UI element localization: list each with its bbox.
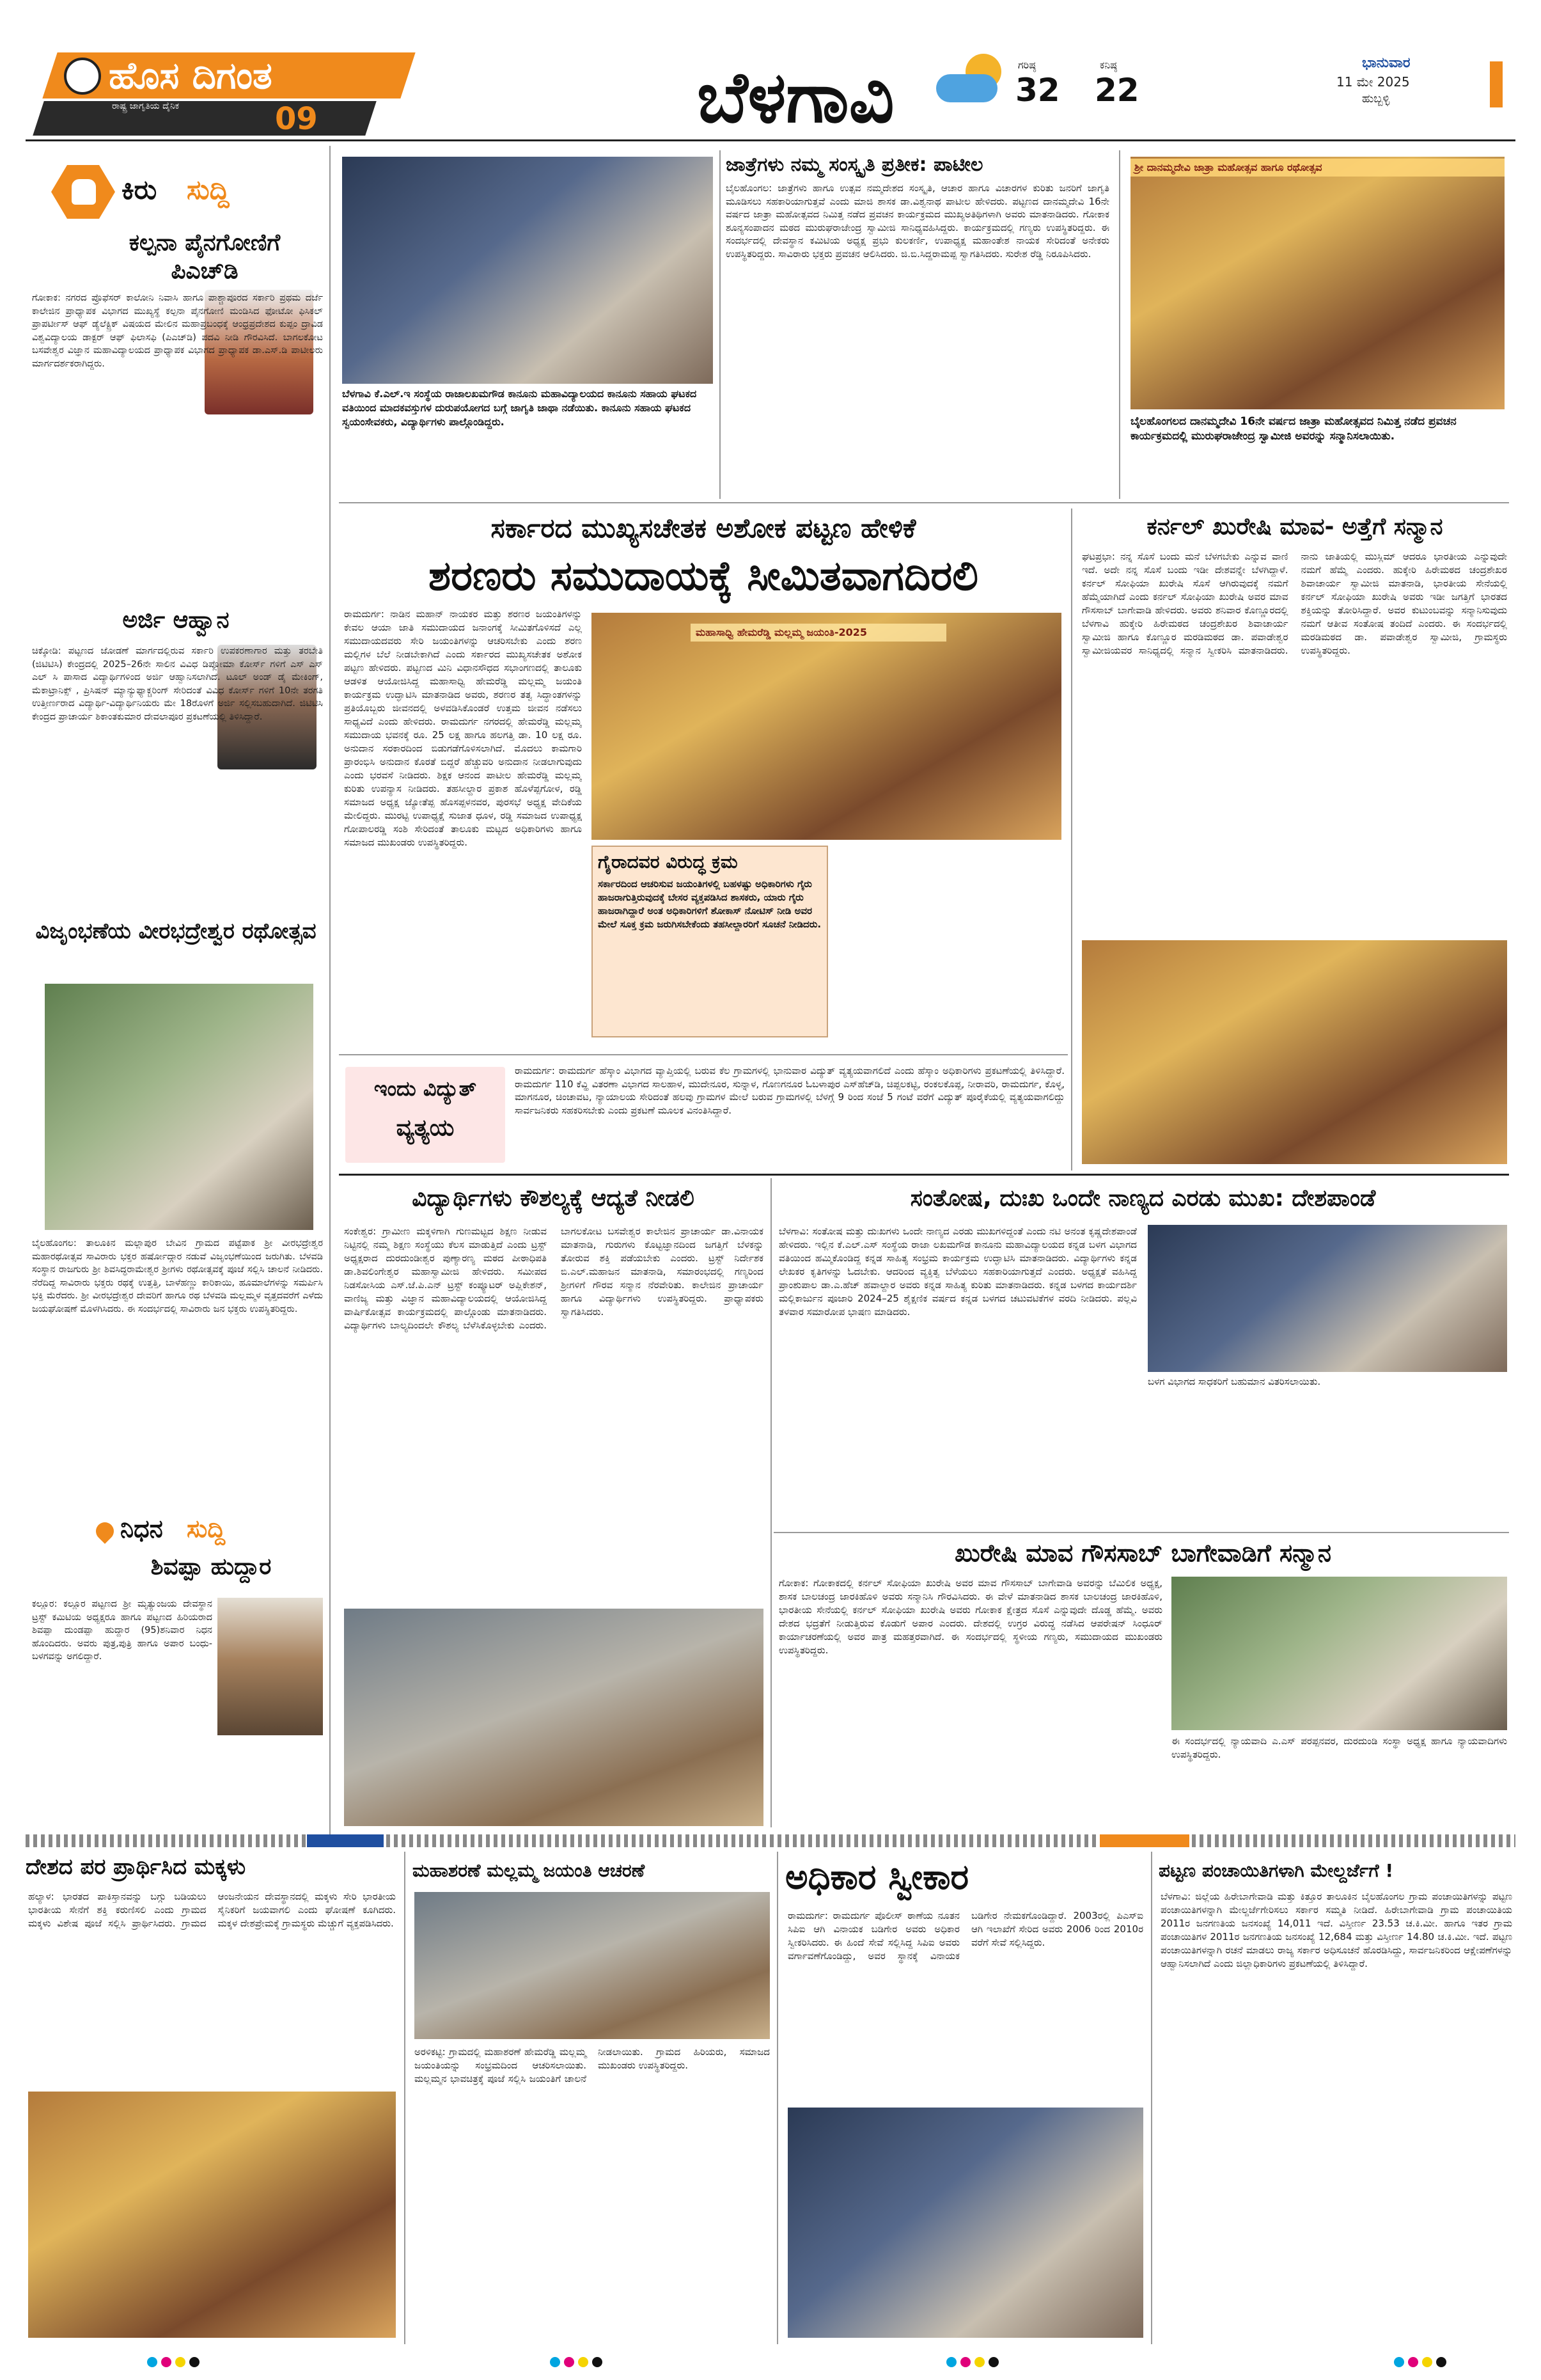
skills-divider — [770, 1178, 772, 1827]
registration-marks-center-right — [946, 2357, 1010, 2370]
khureshi2-headline: ಖುರೇಷಿ ಮಾವ ಗೌಸಸಾಬ್ ಬಾಗೇವಾಡಿಗೆ ಸನ್ಮಾನ — [955, 1539, 1331, 1567]
bottom-col1-photo — [28, 2092, 396, 2338]
top-photo-rally — [342, 157, 713, 384]
registration-marks-center-left — [550, 2357, 614, 2370]
story3-body: ಬೈಲಹೊಂಗಲ: ತಾಲೂಕಿನ ಮಲ್ಲಾಪುರ ಬೇವಿನ ಗ್ರಾಮದ ಪಟ್ಟೆಪಾಕ ಶ್ರೀ ವೀರಭದ್ರೇಶ್ವರ ಮಹಾರಥೋತ್ಸವ ಸಾವಿರಾರು ಭಕ್ತರ ಹರ್ಷೋದ್ಗಾರ ನಡುವೆ ವಿಜೃಂಭಣೆಯಿಂದ ಜರುಗಿತು. ಬೆಳವಡಿ ಸಂಸ್ಥಾನ ರಾಜಗುರು ಶ್ರೀ ಶಿವಸಿದ್ಧರಾಮೇಶ್ವರ ಶ್ರೀಗಳು ರಥೋತ್ಸವಕ್ಕೆ ಪೂಜೆ ಸಲ್ಲಿಸಿ ಚಾಲನೆ ನೀಡಿದರು. ನೆರೆದಿದ್ದ ಸಾವಿರಾರು ಭಕ್ತರು ರಥಕ್ಕೆ ಉತ್ತತ್ತಿ, ಬಾಳೆಹಣ್ಣು ಕಾರಿಕಾಯಿ, ಹೂಮಾಲೆಗಳನ್ನು ಸಮರ್ಪಿಸಿ ಭಕ್ತಿ ಮೆರೆದರು. ಶ್ರೀ ವೀರಭದ್ರೇಶ್ವರ ದೇವರಿಗೆ ಹಾಗೂ ರಥ ಬೆಳವಡಿ ಮಲ್ಲಮ್ಮಳ ವೃತ್ತದವರೆಗೆ ಎಳೆದು ಜಯಘೋಷಣೆ ಮೊಳಗಿಸಿದರು. ಈ ಸಂದರ್ಭದಲ್ಲಿ ಸಾವಿರಾರು ಜನ ಭಕ್ತರು ಉಪಸ್ಥಿತರಿದ್ದರು. — [32, 1238, 323, 1314]
lead-sidebox-title: ಗೈರಾದವರ ವಿರುದ್ಧ ಕ್ರಮ — [598, 851, 738, 872]
edition-title: ಬೆಳಗಾವಿ — [697, 56, 895, 138]
top-row-divider — [339, 502, 1509, 503]
temp-max-value: 32 — [1015, 72, 1060, 109]
skills-body: ಸಂಕೇಶ್ವರ: ಗ್ರಾಮೀಣ ಮಕ್ಕಳಿಗಾಗಿ ಗುಣಮಟ್ಟದ ಶಿಕ್ಷಣ ನೀಡುವ ನಿಟ್ಟಿನಲ್ಲಿ ನಮ್ಮ ಶಿಕ್ಷಣ ಸಂಸ್ಥೆಯು ಕೆಲಸ ಮಾಡುತ್ತಿದೆ ಎಂದು ಟ್ರಸ್ಟ್ ಅಧ್ಯಕ್ಷರಾದ ದುರದುಂಡೀಶ್ವರ ಪುಣ್ಯಾರಣ್ಯ ಮಠದ ಪೀಠಾಧಿಪತಿ ಡಾ.ಶಿವಲಿಂಗೇಶ್ವರ ಮಹಾಸ್ವಾಮೀಜಿ ಹೇಳಿದರು. ಸಮೀಪದ ನಿಡಸೋಸಿಯ ಎಸ್.ಜೆ.ಪಿ.ಎನ್ ಟ್ರಸ್ಟ್ ಕಂಪ್ಯೂಟರ್ ಅಪ್ಲಿಕೇಶನ್, ವಾಣಿಜ್ಯ ಮತ್ತು ವಿಜ್ಞಾನ ಮಹಾವಿದ್ಯಾಲಯದಲ್ಲಿ ಆಯೋಜಿಸಿದ್ದ ವಾರ್ಷಿಕೋತ್ಸವ ಕಾರ್ಯಕ್ರಮದಲ್ಲಿ ಪಾಲ್ಗೊಂಡು ಮಾತನಾಡಿದರು. ವಿದ್ಯಾರ್ಥಿಗಳು ಬಾಲ್ಯದಿಂದಲೇ ಕೌಶಲ್ಯ ಬೆಳೆಸಿಕೊಳ್ಳಬೇಕು ಎಂದರು. ಬಾಗಲಕೋಟ ಬಸವೇಶ್ವರ ಕಾಲೇಜಿನ ಪ್ರಾಚಾರ್ಯ ಡಾ.ವಿನಾಯಕ ಮಾತನಾಡಿ, ಗುರುಗಳು ಕೊಟ್ಟಜ್ಞಾನದಿಂದ ಜಗತ್ತಿಗೆ ಬೆಳಕನ್ನು ತೋರುವ ಶಕ್ತಿ ಪಡೆಯಬೇಕು ಎಂದರು. ಟ್ರಸ್ಟ್ ನಿರ್ದೇಶಕ ಬಿ.ಎಲ್.ಮಹಾಜನ ಮಾತನಾಡಿ, ಸಮಾರಂಭದಲ್ಲಿ ಗಣ್ಯರಿಂದ ಶ್ರೀಗಳಿಗೆ ಗೌರವ ಸನ್ಮಾನ ನೆರವೇರಿತು. ಕಾಲೇಜಿನ ಪ್ರಾಚಾರ್ಯ ಹಾಗೂ ವಿದ್ಯಾರ್ಥಿಗಳು ಉಪಸ್ಥಿತರಿದ್ದರು. ಪ್ರಾಧ್ಯಾಪಕರು ಸ್ವಾಗತಿಸಿದರು. — [344, 1225, 763, 1331]
santosha-bottom-divider — [774, 1532, 1509, 1533]
page-number: 09 — [275, 101, 318, 137]
top-mid-headline: ಜಾತ್ರೆಗಳು ನಮ್ಮ ಸಂಸ್ಕೃತಿ ಪ್ರತೀಕ: ಪಾಟೀಲ — [726, 154, 983, 176]
karnal-headline: ಕರ್ನಲ್ ಖುರೇಷಿ ಮಾವ- ಅತ್ತೆಗೆ ಸನ್ಮಾನ — [1146, 514, 1443, 540]
skills-headline: ವಿದ್ಯಾರ್ಥಿಗಳು ಕೌಶಲ್ಯಕ್ಕೆ ಆದ್ಯತೆ ನೀಡಲಿ — [412, 1185, 694, 1211]
story3-headline: ವಿಜೃಂಭಣೆಯ ವೀರಭದ್ರೇಶ್ವರ ರಥೋತ್ಸವ — [35, 918, 317, 944]
registration-marks-right — [1394, 2357, 1458, 2370]
paper-name: ಹೊಸ ದಿಗಂತ — [109, 54, 272, 97]
santosha-caption: ಬಳಗ ವಿಭಾಗದ ಸಾಧಕರಿಗೆ ಬಹುಮಾನ ವಿತರಿಸಲಾಯಿತು. — [1148, 1376, 1321, 1387]
date-day: ಭಾನುವಾರ — [1362, 55, 1411, 71]
bottom-col3-photo — [788, 2108, 1143, 2338]
date-city: ಹುಬ್ಬಳ್ಳಿ — [1362, 92, 1390, 106]
power-body: ರಾಮದುರ್ಗ: ರಾಮದುರ್ಗ ಹೆಸ್ಕಾಂ ವಿಭಾಗದ ವ್ಯಾಪ್ತಿಯಲ್ಲಿ ಬರುವ ಕೆಲ ಗ್ರಾಮಗಳಲ್ಲಿ ಭಾನುವಾರ ವಿದ್ಯುತ್ ವ್ಯತ್ಯಯವಾಗಲಿದೆ ಎಂದು ಹೆಸ್ಕಾಂ ಅಧಿಕಾರಿಗಳು ಪ್ರಕಟಣೆಯಲ್ಲಿ ತಿಳಿಸಿದ್ದಾರೆ. ರಾಮದುರ್ಗ 110 ಕೆವ್ಹಿ ವಿತರಣಾ ವಿಭಾಗದ ಸಾಲಹಾಳ, ಮುದೇನೂರ, ಸುನ್ನಾಳ, ಗೊಣಗನೂರ ಓಬಳಾಪುರ ಎಸ್‌ಹೆಚ್‌ಡಿ, ಚಿಪ್ಪಲಕಟ್ಟಿ, ರಂಕಲಕೊಪ್ಪ, ನೀರಾವರಿ, ರಾಮದುರ್ಗ, ಕೊಳ್ಳ, ಮಾಗನೂರ, ಚಿಂಚಾವಟ, ನ್ಯಾಯಾಲಯ ಸೇರಿದಂತೆ ಹಲವು ಗ್ರಾಮಗಳ ಮೇಲೆ ಬರುವ ಗ್ರಾಮಗಳಲ್ಲಿ ಬೆಳಗ್ಗೆ 9 ರಿಂದ ಸಂಜೆ 5 ಗಂಟೆ ವರೆಗೆ ವಿದ್ಯುತ್ ಪೂರೈಕೆಯಲ್ಲಿ ವ್ಯತ್ಯಯವಾಗಲಿದ್ದು ಸಾರ್ವಜನಿಕರು ಸಹಕರಿಸಬೇಕು ಎಂದು ಪ್ರಕಟಣೆ ಮೂಲಕ ವಿನಂತಿಸಿದ್ದಾರೆ. — [515, 1065, 1065, 1116]
masthead-logo-under — [33, 101, 377, 136]
nidhana-suddi-label: ಸುದ್ದಿ — [187, 1515, 226, 1543]
story1-headline: ಕಲ್ಪನಾ ಪೈನಗೋಣಿಗೆ ಪಿಎಚ್‌ಡಿ — [129, 230, 281, 284]
masthead — [0, 0, 1541, 144]
hand-icon — [72, 179, 96, 205]
lead-body-col1: ರಾಮದುರ್ಗ: ನಾಡಿನ ಮಹಾನ್ ನಾಯಕರ ಮತ್ತು ಶರಣರ ಜಯಂತಿಗಳನ್ನು ಕೇವಲ ಆಯಾ ಜಾತಿ ಸಮುದಾಯದ ಜನಾಂಗಕ್ಕೆ ಸೀಮಿತಗೊಳಿಸದೆ ಎಲ್ಲ ಸಮುದಾಯದವರು ಸೇರಿ ಜಯಂತಿಗಳನ್ನು ಆಚರಿಸಬೇಕು ಎಂದು ಶರಣ ಮಲ್ಲಿಗಳ ಬೆಲೆ ನೀಡಬೇಕಾಗಿದೆ ಎಂದು ಸರ್ಕಾರದ ಮುಖ್ಯಸಚೇತಕ ಅಶೋಕ ಪಟ್ಟಣ ಹೇಳಿದರು. ಪಟ್ಟಣದ ಮಿನಿ ವಿಧಾನಸೌಧದ ಸಭಾಂಗಣದಲ್ಲಿ ತಾಲೂಕು ಆಡಳಿತ ಆಯೋಜಿಸಿದ್ದ ಮಹಾಸಾಧ್ವಿ ಹೇಮರೆಡ್ಡಿ ಮಲ್ಲಮ್ಮ ಜಯಂತಿ ಕಾರ್ಯಕ್ರಮ ಉದ್ಘಾಟಿಸಿ ಮಾತನಾಡಿದ ಅವರು, ಶರಣರ ತತ್ವ ಸಿದ್ಧಾಂತಗಳನ್ನು ಪ್ರತಿಯೊಬ್ಬರು ಜೀವನದಲ್ಲಿ ಅಳವಡಿಸಿಕೊಂಡರೆ ಉತ್ತಮ ಜೀವನ ನಡೆಸಲು ಸಾಧ್ಯವಿದೆ ಎಂದು ಹೇಳಿದರು. ರಾಮದುರ್ಗ ನಗರದಲ್ಲಿ ಹೇಮರೆಡ್ಡಿ ಮಲ್ಲಮ್ಮ ಸಮುದಾಯ ಭವನಕ್ಕೆ ರೂ. 25 ಲಕ್ಷ ಹಾಗೂ ಹಲಗತ್ತಿ ಡಾ. 10 ಲಕ್ಷ ರೂ. ಅನುದಾನ ಸರಕಾರದಿಂದ ಬಿಡುಗಡೆಗೊಳಿಸಲಾಗಿದೆ. ಮೊದಲು ಕಾಮಗಾರಿ ಪ್ರಾರಂಭಿಸಿ ಅನುದಾನ ಕೊರತೆ ಬಿದ್ದರೆ ಹೆಚ್ಚುವರಿ ಅನುದಾನ ನೀಡಲಾಗುವುದು ಎಂದು ಭರವಸೆ ನೀಡಿದರು. ಶಿಕ್ಷಕ ಆನಂದ ಪಾಟೀಲ ಹೇಮರೆಡ್ಡಿ ಮಲ್ಲಮ್ಮ ಕುರಿತು ಉಪನ್ಯಾಸ ನೀಡಿದರು. ತಹಸೀಲ್ದಾರ ಪ್ರಕಾಶ ಹೊಳೆಪ್ಪಗೋಳ, ರಡ್ಡಿ ಸಮಾಜದ ಅಧ್ಯಕ್ಷ ಜ್ಯೋತೆಪ್ಪ ಹೊಸಪ್ಪಳನವರ, ಪುರಸಭೆ ಅಧ್ಯಕ್ಷ ವೇದಿಕೆಯ ಮೇಲಿದ್ದರು. ಮುರಟ್ಟಿ ಉಪಾಧ್ಯಕ್ಷೆ ಸುಜಾತ ಧೂಳ, ರಡ್ಡಿ ಸಮಾಜದ ಉಪಾಧ್ಯಕ್ಷ ಗೋಪಾಲರಡ್ಡಿ ಸಂಶಿ ಸೇರಿದಂತೆ ತಾಲೂಕು ಮಟ್ಟದ ಅಧಿಕಾರಿಗಳು ಹಾಗೂ ಸಮಾಜದ ಮುಖಂಡರು ಉಪಸ್ಥಿತರಿದ್ದರು. — [344, 608, 582, 848]
karnal-body: ಘಟಪ್ರಭಾ: ನನ್ನ ಸೊಸೆ ಬಂದು ಮನೆ ಬೆಳಗಬೇಕು ಎನ್ನುವ ವಾಣಿ ಇದೆ. ಅದೇ ನನ್ನ ಸೊಸೆ ಬಂದು ಇಡೀ ದೇಶವನ್ನೇ ಬೆಳಗಿದ್ದಾಳೆ. ಕರ್ನಲ್ ಸೋಫಿಯಾ ಖುರೇಷಿ ಸೊಸೆ ಆಗಿರುವುದಕ್ಕೆ ನಮಗೆ ಹೆಮ್ಮೆಯಾಗಿದೆ ಎಂದು ಕರ್ನಲ್ ಸೋಫಿಯಾ ಖುರೇಷಿ ಅವರ ಮಾವ ಗೌಸಸಾಬ್ ಬಾಗೇವಾಡಿ ಹೇಳಿದರು. ಅವರು ಶನಿವಾರ ಕೊಣ್ಣೂರದಲ್ಲಿ ಬೆಳಗಾವಿ ಹುಕ್ಕೇರಿ ಹಿರೇಮಠದ ಚಂದ್ರಶೇಖರ ಶಿವಾಚಾರ್ಯ ಸ್ವಾಮೀಜಿ ಹಾಗೂ ಕೊಣ್ಣೂರ ಮರಡಿಮಠದ ಡಾ. ಪವಾಡೇಶ್ವರ ಸ್ವಾಮೀಜಿಯವರ ಸಾನಿಧ್ಯದಲ್ಲಿ ಸನ್ಮಾನ ಸ್ವೀಕರಿಸಿ ಮಾತನಾಡಿದರು. ನಾನು ಜಾತಿಯಲ್ಲಿ ಮುಸ್ಲಿಮ್ ಆದರೂ ಭಾರತೀಯ ಎನ್ನುವುದೇ ನಮಗೆ ಹೆಮ್ಮೆ ಎಂದರು. ಹುಕ್ಕೇರಿ ಹಿರೇಮಠದ ಚಂದ್ರಶೇಖರ ಶಿವಾಚಾರ್ಯ ಸ್ವಾಮೀಜಿ ಮಾತನಾಡಿ, ಭಾರತೀಯ ಸೇನೆಯಲ್ಲಿ ಕರ್ನಲ್ ಸೋಫಿಯಾ ಖುರೇಷಿ ಅವರು ಇಡೀ ಜಗತ್ತಿಗೆ ಭಾರತದ ಶಕ್ತಿಯನ್ನು ತೋರಿಸಿದ್ದಾರೆ. ಅವರ ಕುಟುಂಬವನ್ನು ಸನ್ಮಾನಿಸುವುದು ನಮಗೆ ಆತೀವ ಸಂತೋಷ ತಂದಿದೆ ಎಂದರು. ಈ ಸಂದರ್ಭದಲ್ಲಿ ಮರಡಿಮಠದ ಡಾ. ಪವಾಡೇಶ್ವರ ಸ್ವಾಮೀಜಿ, ಗ್ರಾಮಸ್ಥರು ಉಪಸ್ಥಿತರಿದ್ದರು. — [1082, 551, 1507, 656]
lead-photo — [591, 613, 1061, 840]
weather-icon — [934, 51, 1010, 109]
story2-headline: ಅರ್ಜಿ ಆಹ್ವಾನ — [122, 607, 230, 633]
temp-max-label: ಗರಿಷ್ಠ — [1018, 59, 1036, 71]
sidebar-kiru-suddi — [26, 146, 326, 1828]
top-photo-ceremony-banner: ಶ್ರೀ ದಾನಮ್ಮದೇವಿ ಜಾತ್ರಾ ಮಹೋತ್ಸವ ಹಾಗೂ ರಥೋತ್ಸವ — [1130, 159, 1505, 177]
logo-emblem-icon — [64, 58, 101, 95]
lead-photo-banner: ಮಹಾಸಾಧ್ವಿ ಹೇಮರೆಡ್ಡಿ ಮಲ್ಲಮ್ಮ ಜಯಂತಿ-2025 — [691, 624, 946, 642]
suddi-label: ಸುದ್ದಿ — [187, 174, 230, 205]
section-separator — [26, 1834, 1515, 1847]
power-top-divider — [339, 1054, 1068, 1055]
santosha-headline: ಸಂತೋಷ, ದುಃಖ ಒಂದೇ ನಾಣ್ಯದ ಎರಡು ಮುಖ: ದೇಶಪಾಂಡೆ — [910, 1185, 1376, 1211]
bottom-col2-headline: ಮಹಾಶರಣೆ ಮಲ್ಲಮ್ಮ ಜಯಂತಿ ಆಚರಣೆ — [412, 1860, 645, 1881]
story3-photo — [45, 984, 313, 1230]
lead-kicker: ಸರ್ಕಾರದ ಮುಖ್ಯಸಚೇತಕ ಅಶೋಕ ಪಟ್ಟಣ ಹೇಳಿಕೆ — [490, 512, 916, 544]
power-label-bottom: ವ್ಯತ್ಯಯ — [396, 1115, 455, 1141]
bottom-col4-headline: ಪಟ್ಟಣ ಪಂಚಾಯಿತಿಗಳಾಗಿ ಮೇಲ್ದರ್ಜೆಗೆ ! — [1159, 1860, 1394, 1881]
nidhana-label: ನಿಧನ — [120, 1515, 163, 1543]
bottom-divider-1 — [404, 1852, 405, 2344]
date-band — [997, 61, 1509, 106]
date-value: 11 ಮೇ 2025 — [1336, 74, 1410, 90]
karnal-photo — [1082, 940, 1507, 1164]
sidebar-divider — [329, 146, 331, 1834]
temp-min-label: ಕನಿಷ್ಠ — [1100, 59, 1117, 71]
khureshi2-caption: ಈ ಸಂದರ್ಭದಲ್ಲಿ ನ್ಯಾಯವಾದಿ ಎ.ಎಸ್ ಪರಪ್ಪನವರ, ದುರದುಂಡಿ ಸಂಸ್ಥಾ ಅಧ್ಯಕ್ಷ ಹಾಗೂ ನ್ಯಾಯವಾದಿಗಳು ಉಪಸ್ಥಿತರಿದ್ದರು. — [1171, 1735, 1507, 1760]
santosha-photo — [1148, 1225, 1507, 1372]
bottom-col4-body: ಬೆಳಗಾವಿ: ಜಿಲ್ಲೆಯ ಹಿರೇಬಾಗೇವಾಡಿ ಮತ್ತು ಕಿತ್ತೂರ ತಾಲೂಕಿನ ಬೈಲಹೊಂಗಲ ಗ್ರಾಮ ಪಂಚಾಯಿತಿಗಳನ್ನು ಪಟ್ಟಣ ಪಂಚಾಯಿತಿಗಳನ್ನಾಗಿ ಮೇಲ್ದರ್ಜೆಗೇರಿಸಲು ಸರ್ಕಾರ ಸಮ್ಮತಿ ನೀಡಿದೆ. ಹಿರೇಬಾಗೇವಾಡಿ ಗ್ರಾಮ ಪಂಚಾಯಿತಿಯ 2011ರ ಜನಗಣತಿಯ ಜನಸಂಖ್ಯೆ 14,011 ಇದೆ. ವಿಸ್ತೀರ್ಣ 23.53 ಚ.ಕಿ.ಮೀ. ಹಾಗೂ ಇತರ ಗ್ರಾಮ ಪಂಚಾಯಿತಿಗಳ 2011ರ ಜನಗಣತಿಯ ಜನಸಂಖ್ಯೆ 12,684 ಮತ್ತು ವಿಸ್ತೀರ್ಣ 14.80 ಚ.ಕಿ.ಮೀ. ಇದೆ. ಪಟ್ಟಣ ಪಂಚಾಯಿತಿಗಳನ್ನಾಗಿ ರಚನೆ ಮಾಡಲು ರಾಜ್ಯ ಸರ್ಕಾರ ಅಧಿಸೂಚನೆ ಹೊರಡಿಸಿದ್ದು, ಸಾರ್ವಜನಿಕರಿಂದ ಆಕ್ಷೇಪಣೆಗಳನ್ನು ಆಹ್ವಾನಿಸಲಾಗಿದೆ ಎಂದು ಜಿಲ್ಲಾಧಿಕಾರಿಗಳು ಪ್ರಕಟಣೆಯಲ್ಲಿ ತಿಳಿಸಿದ್ದಾರೆ. — [1161, 1891, 1512, 1969]
top-col-divider-2 — [1119, 150, 1120, 499]
bottom-divider-2 — [777, 1852, 778, 2344]
mid-row-divider — [339, 1174, 1509, 1176]
top-photo-ceremony-caption: ಬೈಲಹೊಂಗಲದ ದಾನಮ್ಮದೇವಿ 16ನೇ ವರ್ಷದ ಜಾತ್ರಾ ಮಹೋತ್ಸವದ ನಿಮಿತ್ತ ನಡೆದ ಪ್ರವಚನ ಕಾರ್ಯಕ್ರಮದಲ್ಲಿ ಮುರುಘರಾಜೇಂದ್ರ ಸ್ವಾಮೀಜಿ ಅವರನ್ನು ಸನ್ಮಾನಿಸಲಾಯಿತು. — [1130, 415, 1457, 443]
top-photo-ceremony — [1130, 157, 1505, 409]
registration-marks-left — [147, 2357, 211, 2370]
bottom-col2-body: ಅರಳಿಕಟ್ಟಿ: ಗ್ರಾಮದಲ್ಲಿ ಮಹಾಶರಣೆ ಹೇಮರೆಡ್ಡಿ ಮಲ್ಲಮ್ಮ ಜಯಂತಿಯನ್ನು ಸಂಭ್ರಮದಿಂದ ಆಚರಿಸಲಾಯಿತು. ಮಲ್ಲಮ್ಮನ ಭಾವಚಿತ್ರಕ್ಕೆ ಪೂಜೆ ಸಲ್ಲಿಸಿ ಜಯಂತಿಗೆ ಚಾಲನೆ ನೀಡಲಾಯಿತು. ಗ್ರಾಮದ ಹಿರಿಯರು, ಸಮಾಜದ ಮುಖಂಡರು ಉಪಸ್ಥಿತರಿದ್ದರು. — [414, 2046, 770, 2084]
santosha-body: ಬೆಳಗಾವಿ: ಸಂತೋಷ ಮತ್ತು ದುಃಖಗಳು ಒಂದೇ ನಾಣ್ಯದ ಎರಡು ಮುಖಗಳಿದ್ದಂತೆ ಎಂದು ನಟಿ ಅನಂತ ಕೃಷ್ಣದೇಶಪಾಂಡೆ ಹೇಳಿದರು. ಇಲ್ಲಿನ ಕೆ.ಎಲ್.ಎಸ್ ಸಂಸ್ಥೆಯ ರಾಜಾ ಲಖಮಗೌಡ ಕಾನೂನು ಮಹಾವಿದ್ಯಾಲಯದ ಕನ್ನಡ ಬಳಗ ವಿಭಾಗದ ವತಿಯಿಂದ ಹಮ್ಮಿಕೊಂಡಿದ್ದ ಕನ್ನಡ ಸಾಹಿತ್ಯ ಸಂಭ್ರಮ ಕಾರ್ಯಕ್ರಮ ಉದ್ಘಾಟಿಸಿ ಮಾತನಾಡಿದರು. ವಿದ್ಯಾರ್ಥಿಗಳು ಕನ್ನಡ ಲೇಖಕರ ಕೃತಿಗಳನ್ನು ಓದಬೇಕು. ಆದರಿಂದ ವ್ಯಕ್ತಿತ್ವ ಬೆಳೆಯಲು ಸಹಕಾರಿಯಾಗುತ್ತದೆ ಎಂದರು. ಅಧ್ಯಕ್ಷತೆ ವಹಿಸಿದ್ದ ಪ್ರಾಂಶುಪಾಲ ಡಾ.ಎ.ಹೆಚ್ ಹವಾಲ್ದಾರ ಅವರು ಕನ್ನಡ ಸಾಹಿತ್ಯ ಕುರಿತು ಮಾತನಾಡಿದರು. ಕನ್ನಡ ಬಳಗದ ಕಾರ್ಯದರ್ಶಿ ಮಲ್ಲಿಕಾರ್ಜುನ ಪೂಜಾರಿ 2024–25 ಶೈಕ್ಷಣಿಕ ವರ್ಷದ ಕನ್ನಡ ಬಳಗದ ಚಟುವಟಿಕೆಗಳ ವರದಿ ನೀಡಿದರು. ಪಲ್ಲವಿ ತಳವಾರ ಸಮಾರೋಪ ಭಾಷಣ ಮಾಡಿದರು. — [779, 1225, 1137, 1318]
masthead-accent-bar — [1490, 61, 1503, 107]
khureshi2-body: ಗೋಕಾಕ: ಗೋಕಾಕದಲ್ಲಿ ಕರ್ನಲ್ ಸೋಫಿಯಾ ಖುರೇಷಿ ಅವರ ಮಾವ ಗೌಸಸಾಬ್ ಬಾಗೇವಾಡಿ ಅವರನ್ನು ಬೆಮಿಲಿಕ ಅಧ್ಯಕ್ಷ, ಶಾಸಕ ಬಾಲಚಂದ್ರ ಜಾರಕಿಹೊಳಿ ಅವರು ಸನ್ಮಾನಿಸಿ ಗೌರವಿಸಿದರು. ಈ ವೇಳೆ ಮಾತನಾಡಿದ ಶಾಸಕ ಬಾಲಚಂದ್ರ ಜಾರಕಿಹೊಳಿ, ಭಾರತೀಯ ಸೇನೆಯಲ್ಲಿ ಕರ್ನಲ್ ಸೋಫಿಯಾ ಖುರೇಷಿ ಅವರು ಗೋಕಾಕ ಕ್ಷೇತ್ರದ ಸೊಸೆ ಎನ್ನುವುದೇ ದೊಡ್ಡ ಹೆಮ್ಮೆ. ಅವರು ದೇಶದ ಭದ್ರತೆಗೆ ನೀಡುತ್ತಿರುವ ಕೊಡುಗೆ ಅಪಾರ ಎಂದರು. ದೇಶದಲ್ಲಿ ಉಗ್ರರ ವಿರುದ್ಧ ನಡೆಸಿದ ಆಪರೇಷನ್ ಸಿಂಧೂರ್ ಕಾರ್ಯಾಚರಣೆಯಲ್ಲಿ ಅವರ ಪಾತ್ರ ಮಹತ್ತರವಾಗಿದೆ. ಈ ಸಂದರ್ಭದಲ್ಲಿ ಸ್ಥಳೀಯ ಗಣ್ಯರು, ಸಮುದಾಯದ ಮುಖಂಡರು ಉಪಸ್ಥಿತರಿದ್ದರು. — [779, 1577, 1162, 1656]
top-mid-body: ಬೈಲಹೊಂಗಲ: ಜಾತ್ರೆಗಳು ಹಾಗೂ ಉತ್ಸವ ನಮ್ಮದೇಶದ ಸಂಸ್ಕೃತಿ, ಆಚಾರ ಹಾಗೂ ವಿಚಾರಗಳ ಕುರಿತು ಜನರಿಗೆ ಜಾಗೃತಿ ಮೂಡಿಸಲು ಸಹಕಾರಿಯಾಗುತ್ತವೆ ಎಂದು ಮಾಜಿ ಶಾಸಕ ಡಾ.ವಿಶ್ವನಾಥ ಪಾಟೀಲ ಹೇಳಿದರು. ಪಟ್ಟಣದ ದಾನಮ್ಮದೇವಿ 16ನೇ ವರ್ಷದ ಜಾತ್ರಾ ಮಹೋತ್ಸವದ ನಿಮಿತ್ತ ನಡೆದ ಪ್ರವಚನ ಕಾರ್ಯಕ್ರಮದ ಮುಖ್ಯಅತಿಥಿಗಳಾಗಿ ಅವರು ಮಾತನಾಡಿದರು. ಗೋಕಾಕ ಶೂನ್ಯಸಂಪಾದನ ಮಠದ ಮುರುಘರಾಜೇಂದ್ರ ಸ್ವಾಮೀಜಿ ಸಾನಿಧ್ಯವಹಿಸಿದ್ದರು. ಕಾರ್ಯಕ್ರಮದಲ್ಲಿ ಗಣ್ಯರು ಉಪಸ್ಥಿತರಿದ್ದರು. ಈ ಸಂದರ್ಭದಲ್ಲಿ ದೇವಸ್ಥಾನ ಕಮಿಟಿಯ ಅಧ್ಯಕ್ಷ ಪ್ರಭು ಕುಲಕರ್ಣಿ, ಉಪಾಧ್ಯಕ್ಷ ಮಹಾಂತೇಶ ನಾಯಕ ಸೇರಿದಂತೆ ಅನೇಕರು ಉಪಸ್ಥಿತರಿದ್ದರು. ಸಾವಿರಾರು ಭಕ್ತರು ಪ್ರವಚನ ಆಲಿಸಿದರು. ಜಿ.ಬಿ.ಸಿದ್ದರಾಮಪ್ಪ ಸ್ವಾಗತಿಸಿದರು. ಸುರೇಶ ರೆಡ್ಡಿ ನಿರೂಪಿಸಿದರು. — [726, 182, 1109, 260]
obituary-name: ಶಿವಪ್ಪಾ ಹುದ್ದಾರ — [150, 1554, 272, 1580]
lead-headline: ಶರಣರು ಸಮುದಾಯಕ್ಕೆ ಸೀಮಿತವಾಗದಿರಲಿ — [428, 553, 978, 600]
separator-accent-orange — [1100, 1834, 1189, 1847]
bottom-col3-headline: ಅಧಿಕಾರ ಸ್ವೀಕಾರ — [785, 1857, 969, 1897]
lead-right-divider — [1071, 508, 1072, 1170]
bottom-col3-body: ರಾಮದುರ್ಗ: ರಾಮದುರ್ಗ ಪೊಲೀಸ್ ಠಾಣೆಯ ನೂತನ ಸಿಪಿಐ ಆಗಿ ವಿನಾಯಕ ಬಡಿಗೇರ ಅವರು ಅಧಿಕಾರ ಸ್ವೀಕರಿಸಿದರು. ಈ ಹಿಂದೆ ಸೇವೆ ಸಲ್ಲಿಸಿದ್ದ ಸಿಪಿಐ ಅವರು ವರ್ಗಾವಣೆಗೊಂಡಿದ್ದು, ಅವರ ಸ್ಥಾನಕ್ಕೆ ವಿನಾಯಕ ಬಡಿಗೇರ ನೇಮಕಗೊಂಡಿದ್ದಾರೆ. 2003ರಲ್ಲಿ ಪಿಎಸ್ಐ ಆಗಿ ಇಲಾಖೆಗೆ ಸೇರಿದ ಅವರು 2006 ರಿಂದ 2010ರ ವರೆಗೆ ಸೇವೆ ಸಲ್ಲಿಸಿದ್ದರು. — [788, 1910, 1143, 1962]
kiru-label: ಕಿರು — [121, 174, 157, 205]
story1-body: ಗೋಕಾಕ: ನಗರದ ಪ್ರೊಫೆಸರ್ ಕಾಲೋನಿ ನಿವಾಸಿ ಹಾಗೂ ಪಾಶ್ಚಾಪೂರದ ಸರ್ಕಾರಿ ಪ್ರಥಮ ದರ್ಜೆ ಕಾಲೇಜಿನ ಪ್ರಾಧ್ಯಾಪಕ ವಿಭಾಗದ ಮುಖ್ಯಸ್ಥೆ ಕಲ್ಪನಾ ಪೈನಗೋಣಿ ಮಂಡಿಸಿದ ಫೋಟೋ ಫಿಸಿಕಲ್ ಪ್ರಾಪರ್ಟೀಸ್ ಆಫ್ ಡ್ಯೆಲೆಕ್ಟ್ರಿಕ್ ವಿಷಯದ ಮೇಲಿನ ಮಹಾಪ್ರಬಂಧಕ್ಕೆ ಆಂಧ್ರಪ್ರದೇಶದ ಕುಪ್ಪಂ ದ್ರಾವಿಡ ವಿಶ್ವವಿದ್ಯಾಲಯ ಡಾಕ್ಟರ್ ಆಫ್ ಫಿಲಾಸಫಿ (ಪಿಎಚ್‌ಡಿ) ಪದವಿ ನೀಡಿ ಗೌರವಿಸಿದೆ. ಬಾಗಲಕೋಟ ಬಸವೇಶ್ವರ ವಿಜ್ಞಾನ ಮಹಾವಿದ್ಯಾಲಯದ ಪ್ರಾಧ್ಯಾಪಕ ವಿಭಾಗದ ಪ್ರಾಧ್ಯಾಪಕ ಡಾ.ಎಸ್.ಡಿ ಪಾಟೀಲರು ಮಾರ್ಗದರ್ಶಕರಾಗಿದ್ದರು. — [32, 293, 323, 369]
paper-tagline: ರಾಷ್ಟ್ರ ಜಾಗೃತಿಯ ದೈನಿಕ — [112, 101, 180, 111]
lead-body-col2 — [838, 846, 1061, 1050]
temp-min-value: 22 — [1095, 72, 1139, 109]
lead-sidebox-body: ಸರ್ಕಾರದಿಂದ ಆಚರಿಸುವ ಜಯಂತಿಗಳಲ್ಲಿ ಬಹಳಷ್ಟು ಅಧಿಕಾರಿಗಳು ಗೈರು ಹಾಜರಾಗುತ್ತಿರುವುದಕ್ಕೆ ಬೇಸರ ವ್ಯಕ್ತಪಡಿಸಿದ ಶಾಸಕರು, ಯಾರು ಗೈರು ಹಾಜರಾಗಿದ್ದಾರೆ ಅಂತ ಅಧಿಕಾರಿಗಳಿಗೆ ಶೋಕಾಸ್ ನೋಟಿಸ್ ನೀಡಿ ಅವರ ಮೇಲೆ ಸೂಕ್ತ ಕ್ರಮ ಜರುಗಿಸಬೇಕೆಂದು ತಹಸೀಲ್ದಾರರಿಗೆ ಸೂಚನೆ ನೀಡಿದರು. — [598, 878, 822, 930]
separator-accent-blue — [307, 1834, 384, 1847]
masthead-divider — [26, 139, 1515, 141]
bottom-col1-body: ಹಲ್ಯಾಳ: ಭಾರತದ ಪಾಕಿಸ್ತಾನವನ್ನು ಬಗ್ಗು ಬಡಿಯಲು ಭಾರತೀಯ ಸೇನೆಗೆ ಶಕ್ತಿ ಕರುಣಿಸಲಿ ಎಂದು ಗ್ರಾಮದ ಮಕ್ಕಳು ವಿಶೇಷ ಪೂಜೆ ಸಲ್ಲಿಸಿ ಪ್ರಾರ್ಥಿಸಿದರು. ಗ್ರಾಮದ ಆಂಜನೇಯನ ದೇವಸ್ಥಾನದಲ್ಲಿ ಮಕ್ಕಳು ಸೇರಿ ಭಾರತೀಯ ಸೈನಿಕರಿಗೆ ಜಯವಾಗಲಿ ಎಂದು ಘೋಷಣೆ ಕೂಗಿದರು. ಮಕ್ಕಳ ದೇಶಪ್ರೇಮಕ್ಕೆ ಗ್ರಾಮಸ್ಥರು ಮೆಚ್ಚುಗೆ ವ್ಯಕ್ತಪಡಿಸಿದರು. — [28, 1891, 396, 1929]
bottom-divider-3 — [1151, 1852, 1152, 2344]
power-label-top: ಇಂದು ವಿದ್ಯುತ್ — [373, 1076, 477, 1101]
bottom-col1-headline: ದೇಶದ ಪರ ಪ್ರಾರ್ಥಿಸಿದ ಮಕ್ಕಳು — [26, 1854, 246, 1880]
lamp-icon — [92, 1518, 118, 1544]
top-col-divider-1 — [719, 150, 721, 499]
khureshi2-photo — [1171, 1577, 1507, 1730]
obituary-body: ಕಲ್ಲೂರ: ಕಲ್ಲೂರ ಪಟ್ಟಣದ ಶ್ರೀ ಮೃತ್ಯುಂಜಯ ದೇವಸ್ಥಾನ ಟ್ರಸ್ಟ್ ಕಮಿಟಿಯ ಅಧ್ಯಕ್ಷರೂ ಹಾಗೂ ಪಟ್ಟಣದ ಹಿರಿಯರಾದ ಶಿವಪ್ಪಾ ದುಂಡಪ್ಪಾ ಹುದ್ದಾರ (95)ಶನಿವಾರ ನಿಧನ ಹೊಂದಿದರು. ಅವರು ಪುತ್ರ,ಪುತ್ರಿ ಹಾಗೂ ಅಪಾರ ಬಂಧು-ಬಳಗವನ್ನು ಅಗಲಿದ್ದಾರೆ. — [32, 1599, 212, 1662]
top-photo-rally-caption: ಬೆಳಗಾವಿ ಕೆ.ಎಲ್.ಇ ಸಂಸ್ಥೆಯ ರಾಜಾಲಖಮಗೌಡ ಕಾನೂನು ಮಹಾವಿದ್ಯಾಲಯದ ಕಾನೂನು ಸಹಾಯ ಘಟಕದ ವತಿಯಿಂದ ಮಾದಕವಸ್ತುಗಳ ದುರುಪಯೋಗದ ಬಗ್ಗೆ ಜಾಗೃತಿ ಜಾಥಾ ನಡೆಯಿತು. ಕಾನೂನು ಸಹಾಯ ಘಟಕದ ಸ್ವಯಂಸೇವಕರು, ವಿದ್ಯಾರ್ಥಿಗಳು ಪಾಲ್ಗೊಂಡಿದ್ದರು. — [342, 388, 697, 428]
skills-photo — [344, 1609, 763, 1826]
story2-body: ಚಿಕ್ಕೋಡಿ: ಪಟ್ಟಣದ ಜೋಡಣೆ ಮಾರ್ಗದಲ್ಲಿರುವ ಸರ್ಕಾರಿ ಉಪಕರಣಾಗಾರ ಮತ್ತು ತರಬೇತಿ (ಜಿಟಿಟಿಸಿ) ಕೇಂದ್ರದಲ್ಲಿ 2025–26ನೇ ಸಾಲಿನ ವಿವಿಧ ಡಿಪ್ಲೋಮಾ ಕೋರ್ಸ್ ಗಳಿಗೆ ಎಸ್ ಎಸ್ ಎಲ್ ಸಿ ಪಾಸಾದ ವಿದ್ಯಾರ್ಥಿಗಳಿಂದ ಅರ್ಜಿ ಆಹ್ವಾನಿಸಲಾಗಿದೆ. ಟೂಲ್ ಅಂಡ್ ಡೈ ಮೇಕಿಂಗ್, ಮೆಕಾಟ್ರಾನಿಕ್ಸ್ , ಪ್ರಿಸಿಷನ್ ಮ್ಯಾನ್ಯುಫ್ಯಾಕ್ಚರಿಂಗ್ ಸೇರಿದಂತೆ ವಿವಿಧ ಕೋರ್ಸ್ ಗಳಿಗೆ 10ನೇ ತರಗತಿ ಉತ್ತೀರ್ಣರಾದ ವಿದ್ಯಾರ್ಥಿ-ವಿದ್ಯಾರ್ಥಿನಿಯರು ಮೇ 18ರೊಳಗೆ ಅರ್ಜಿ ಸಲ್ಲಿಸಬಹುದಾಗಿದೆ. ಜಿಟಿಟಿಸಿ ಕೇಂದ್ರದ ಪ್ರಾಚಾರ್ಯ ಶಿಕಾಂತಕುಮಾರ ದೇವಲಾಪೂರ ಪ್ರಕಟಣೆಯಲ್ಲಿ ತಿಳಿಸಿದ್ದಾರೆ. — [32, 646, 323, 722]
obituary-portrait — [217, 1598, 323, 1735]
bottom-col2-photo — [414, 1892, 770, 2039]
